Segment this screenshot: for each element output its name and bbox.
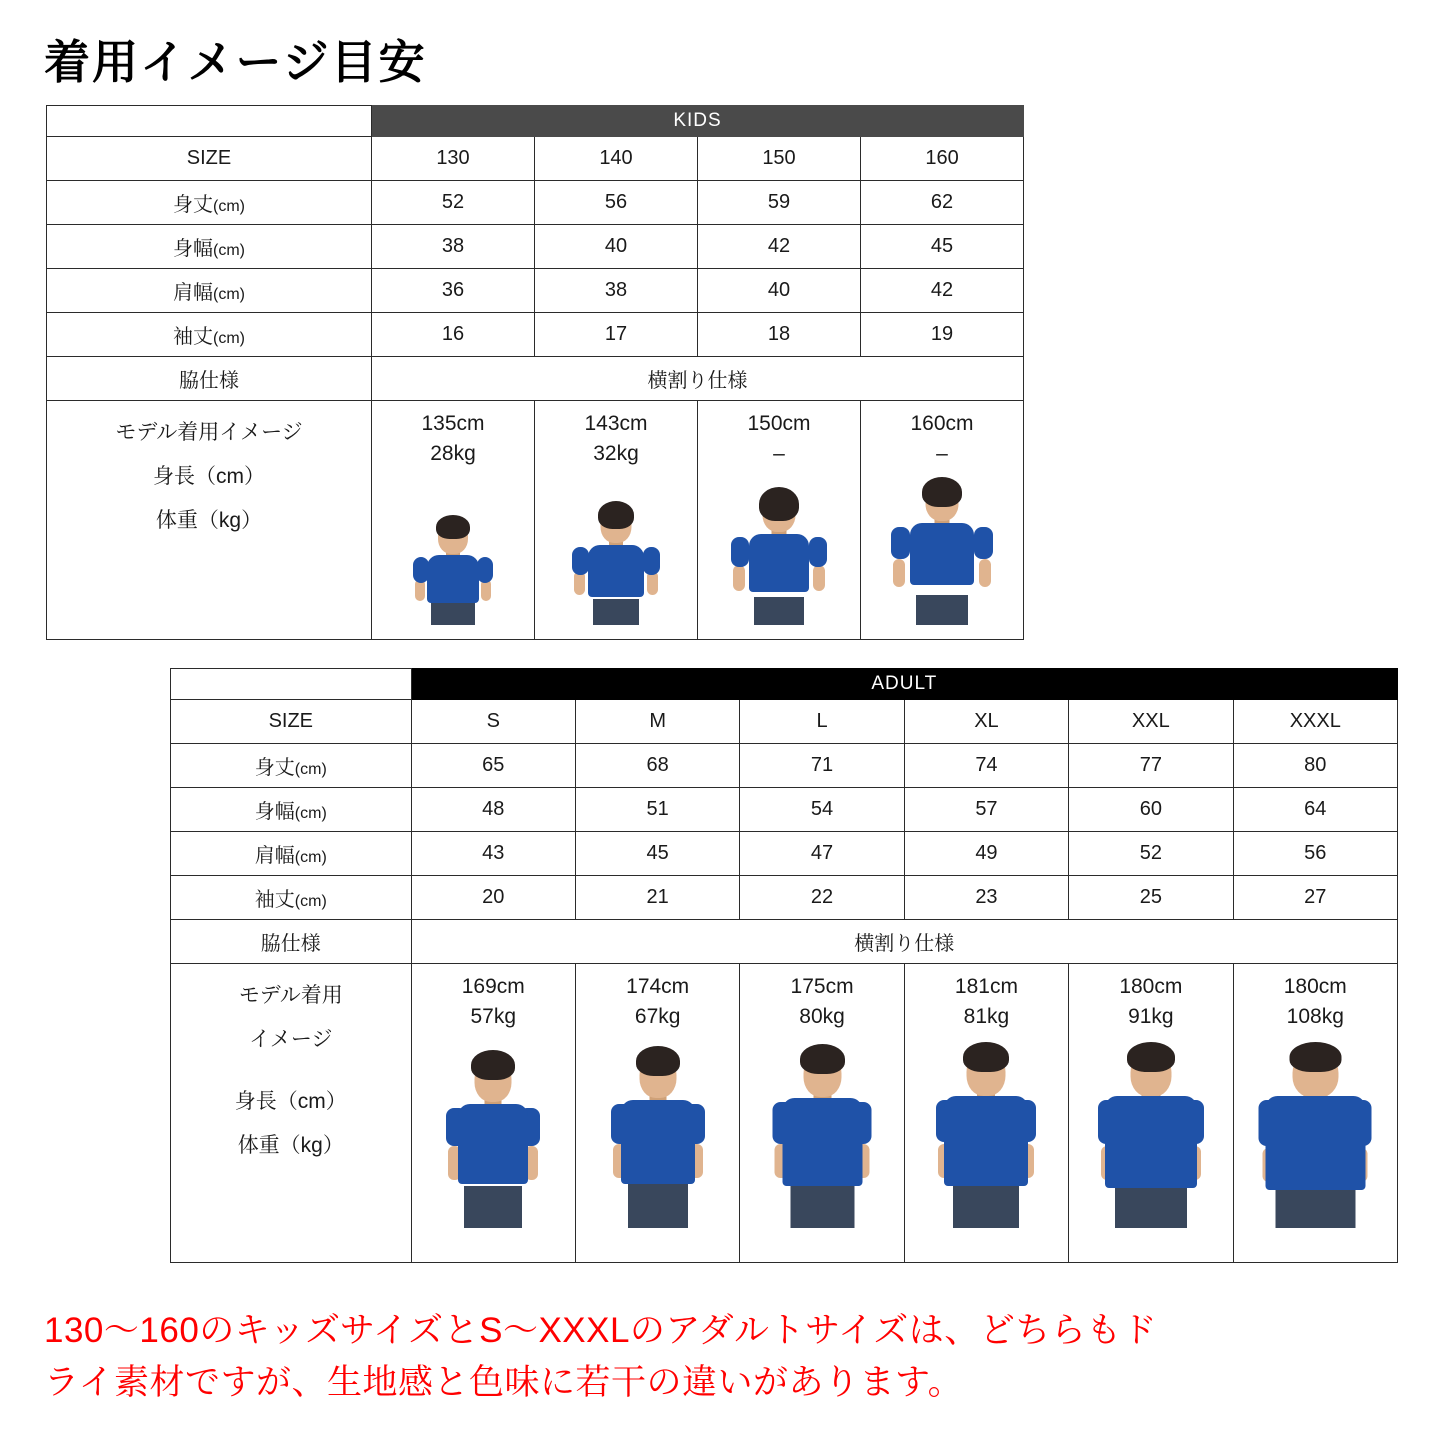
adult-label-text-shoulder-width: 肩幅 [254, 845, 295, 867]
kids-shoulder-width-1: 38 [535, 269, 698, 313]
kids-band-empty [47, 106, 372, 137]
kids-row-label-side-spec: 脇仕様 [47, 357, 372, 401]
kids-unit-body-width: (cm) [213, 242, 245, 259]
adult-shoulder-width-5: 56 [1233, 832, 1397, 876]
table-row-kids-side-spec [47, 357, 1024, 401]
adult-shoulder-width-2: 47 [740, 832, 904, 876]
adult-model-label-line3: 身長（cm） [234, 1090, 347, 1113]
adult-row-label-body-length [171, 744, 412, 788]
kids-band-label: KIDS [372, 106, 1024, 137]
kids-model-height-2: 150cm [747, 412, 811, 435]
kids-row-label-body-length [47, 181, 372, 225]
kids-model-label-line3: 体重（kg） [155, 509, 263, 532]
adult-model-weight-4: 91kg [1128, 1005, 1174, 1028]
adult-shoulder-width-3: 49 [904, 832, 1068, 876]
adult-model-weight-2: 80kg [799, 1005, 845, 1028]
kids-body-length-2: 59 [698, 181, 861, 225]
kids-model-figure-2 [698, 475, 860, 625]
adult-model-weight-1: 67kg [634, 1005, 681, 1028]
table-row-kids-band [47, 106, 1024, 137]
adult-size-0: S [411, 700, 575, 744]
kids-label-text-body-width: 身幅 [173, 238, 213, 260]
adult-size-table [170, 668, 1398, 1263]
footnote-line-2: ライ素材ですが、生地感と色味に若干の違いがあります。 [44, 1363, 964, 1402]
adult-model-label-line2: イメージ [249, 1028, 333, 1051]
adult-body-width-4: 60 [1069, 788, 1233, 832]
adult-label-text-sleeve-length: 袖丈 [254, 889, 295, 911]
kids-model-height-1: 143cm [584, 412, 648, 435]
adult-sleeve-length-3: 23 [904, 876, 1068, 920]
adult-label-text-body-length: 身丈 [254, 757, 295, 779]
adult-body-width-1: 51 [575, 788, 739, 832]
table-row-adult-shoulder-width [171, 832, 1398, 876]
adult-size-2: L [740, 700, 904, 744]
table-row-kids-models [47, 401, 1024, 640]
kids-model-label-line2: 身長（cm） [153, 465, 265, 488]
adult-model-figure-2 [740, 1038, 903, 1228]
adult-row-label-size: SIZE [171, 700, 412, 744]
adult-model-height-5: 180cm [1283, 975, 1347, 998]
kids-size-table [46, 105, 1024, 640]
kids-model-height-3: 160cm [910, 412, 974, 435]
adult-band-label: ADULT [411, 669, 1397, 700]
kids-model-height-0: 135cm [421, 412, 485, 435]
adult-side-spec-value: 横割り仕様 [411, 920, 1397, 964]
adult-sleeve-length-1: 21 [575, 876, 739, 920]
kids-model-cell-3 [861, 401, 1024, 640]
adult-sleeve-length-0: 20 [411, 876, 575, 920]
adult-size-4: XXL [1069, 700, 1233, 744]
kids-row-label-shoulder-width [47, 269, 372, 313]
adult-unit-body-length: (cm) [294, 761, 327, 778]
kids-row-label-sleeve-length [47, 313, 372, 357]
kids-model-figure-3 [861, 475, 1023, 625]
kids-sleeve-length-3: 19 [861, 313, 1024, 357]
adult-size-1: M [575, 700, 739, 744]
adult-model-figure-4 [1069, 1038, 1232, 1228]
kids-model-label-line1: モデル着用イメージ [115, 421, 303, 444]
adult-model-height-4: 180cm [1119, 975, 1183, 998]
table-row-adult-side-spec [171, 920, 1398, 964]
kids-row-label-model [47, 401, 372, 640]
table-row-adult-models [171, 964, 1398, 1263]
adult-row-label-side-spec: 脇仕様 [171, 920, 412, 964]
table-row-adult-body-width [171, 788, 1398, 832]
adult-model-figure-1 [576, 1038, 739, 1228]
table-row-kids-shoulder-width [47, 269, 1024, 313]
adult-body-length-3: 74 [904, 744, 1068, 788]
kids-size-1: 140 [535, 137, 698, 181]
adult-body-width-0: 48 [411, 788, 575, 832]
kids-shoulder-width-2: 40 [698, 269, 861, 313]
adult-size-5: XXXL [1233, 700, 1397, 744]
adult-model-height-0: 169cm [461, 975, 525, 998]
table-row-kids-sleeve-length [47, 313, 1024, 357]
adult-model-cell-3 [904, 964, 1068, 1263]
adult-model-label-line4: 体重（kg） [237, 1134, 344, 1157]
kids-body-width-2: 42 [698, 225, 861, 269]
adult-model-figure-3 [905, 1038, 1068, 1228]
table-row-adult-body-length [171, 744, 1398, 788]
adult-model-cell-4 [1069, 964, 1233, 1263]
adult-sleeve-length-2: 22 [740, 876, 904, 920]
footnote-line-1: 130〜160のキッズサイズとS〜XXXLのアダルトサイズは、どちらもド [44, 1311, 1158, 1350]
adult-body-length-1: 68 [575, 744, 739, 788]
table-row-kids-size [47, 137, 1024, 181]
adult-model-label-line1: モデル着用 [238, 984, 343, 1007]
adult-model-cell-5 [1233, 964, 1397, 1263]
kids-model-cell-1 [535, 401, 698, 640]
kids-label-text-sleeve-length: 袖丈 [173, 326, 213, 348]
kids-sleeve-length-1: 17 [535, 313, 698, 357]
adult-model-weight-3: 81kg [963, 1005, 1010, 1028]
adult-body-width-5: 64 [1233, 788, 1397, 832]
kids-model-weight-2: – [773, 442, 785, 465]
adult-unit-body-width: (cm) [294, 805, 327, 822]
adult-label-text-body-width: 身幅 [254, 801, 295, 823]
adult-body-width-2: 54 [740, 788, 904, 832]
kids-unit-shoulder-width: (cm) [213, 286, 245, 303]
kids-model-figure-0 [372, 475, 534, 625]
adult-sleeve-length-5: 27 [1233, 876, 1397, 920]
adult-row-label-sleeve-length [171, 876, 412, 920]
table-row-adult-band [171, 669, 1398, 700]
kids-side-spec-value: 横割り仕様 [372, 357, 1024, 401]
table-row-adult-sleeve-length [171, 876, 1398, 920]
kids-model-figure-1 [535, 475, 697, 625]
kids-sleeve-length-0: 16 [372, 313, 535, 357]
adult-body-length-0: 65 [411, 744, 575, 788]
adult-body-length-4: 77 [1069, 744, 1233, 788]
adult-model-cell-2 [740, 964, 904, 1263]
table-row-kids-body-length [47, 181, 1024, 225]
kids-body-width-3: 45 [861, 225, 1024, 269]
kids-body-length-0: 52 [372, 181, 535, 225]
kids-row-label-body-width [47, 225, 372, 269]
kids-shoulder-width-3: 42 [861, 269, 1024, 313]
kids-body-length-3: 62 [861, 181, 1024, 225]
kids-body-length-1: 56 [535, 181, 698, 225]
kids-model-weight-0: 28kg [430, 442, 476, 465]
kids-model-cell-0 [372, 401, 535, 640]
adult-body-length-5: 80 [1233, 744, 1397, 788]
adult-unit-sleeve-length: (cm) [294, 893, 327, 910]
adult-shoulder-width-1: 45 [575, 832, 739, 876]
adult-row-label-body-width [171, 788, 412, 832]
adult-model-cell-0 [411, 964, 575, 1263]
adult-model-figure-5 [1234, 1038, 1397, 1228]
kids-label-text-shoulder-width: 肩幅 [173, 282, 213, 304]
adult-model-weight-0: 57kg [470, 1005, 517, 1028]
kids-shoulder-width-0: 36 [372, 269, 535, 313]
adult-size-3: XL [904, 700, 1068, 744]
adult-body-length-2: 71 [740, 744, 904, 788]
adult-model-height-2: 175cm [790, 975, 854, 998]
adult-model-cell-1 [575, 964, 739, 1263]
adult-model-height-1: 174cm [626, 975, 690, 998]
page-title: 着用イメージ目安 [44, 36, 427, 88]
kids-body-width-0: 38 [372, 225, 535, 269]
adult-band-empty [171, 669, 412, 700]
adult-sleeve-length-4: 25 [1069, 876, 1233, 920]
adult-model-figure-0 [412, 1038, 575, 1228]
kids-row-label-size: SIZE [47, 137, 372, 181]
adult-model-weight-5: 108kg [1286, 1005, 1344, 1028]
kids-body-width-1: 40 [535, 225, 698, 269]
kids-size-2: 150 [698, 137, 861, 181]
kids-label-text-body-length: 身丈 [173, 194, 213, 216]
kids-model-cell-2 [698, 401, 861, 640]
table-row-adult-size [171, 700, 1398, 744]
kids-unit-sleeve-length: (cm) [213, 330, 245, 347]
kids-model-weight-1: 32kg [593, 442, 639, 465]
kids-model-weight-3: – [936, 442, 948, 465]
kids-size-0: 130 [372, 137, 535, 181]
adult-row-label-shoulder-width [171, 832, 412, 876]
adult-body-width-3: 57 [904, 788, 1068, 832]
kids-size-3: 160 [861, 137, 1024, 181]
table-row-kids-body-width [47, 225, 1024, 269]
adult-model-height-3: 181cm [954, 975, 1018, 998]
adult-unit-shoulder-width: (cm) [294, 849, 327, 866]
kids-unit-body-length: (cm) [213, 198, 245, 215]
footnote [44, 1305, 1414, 1409]
adult-row-label-model [171, 964, 412, 1263]
adult-shoulder-width-4: 52 [1069, 832, 1233, 876]
kids-sleeve-length-2: 18 [698, 313, 861, 357]
adult-shoulder-width-0: 43 [411, 832, 575, 876]
